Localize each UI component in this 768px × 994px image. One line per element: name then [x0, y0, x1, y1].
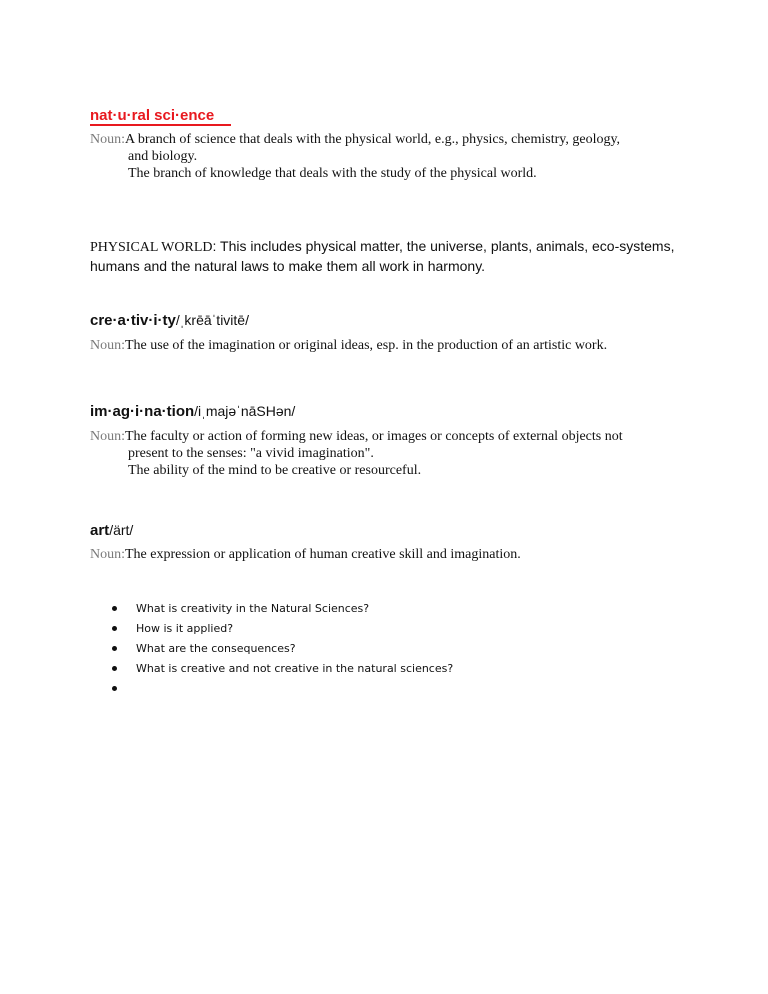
definition-art: [90, 546, 690, 563]
definition-line: [90, 546, 690, 563]
term-word: im·ag·i·na·tion: [90, 403, 195, 420]
question-text: What are the consequences?: [136, 642, 296, 655]
list-item: [112, 679, 453, 699]
paragraph-text: : This includes physical matter, the universe, plants, animals, eco-systems, humans and the natural laws to make them all work in harmony.: [90, 238, 675, 274]
definition-line: [90, 131, 690, 148]
question-text: How is it applied?: [136, 622, 234, 635]
term-imagination: [90, 402, 295, 421]
definition-text: A branch of science that deals with the physical world, e.g., physics, chemistry, geology,: [125, 132, 621, 147]
term-pronunciation: /ˌkrēāˈtivitē/: [175, 312, 249, 328]
definition-imagination: [90, 428, 690, 479]
part-of-speech: Noun:: [90, 547, 125, 562]
definition-line: and biology.: [128, 149, 198, 164]
question-list: [112, 599, 453, 699]
term-pronunciation: /iˌmajəˈnāSHən/: [194, 403, 296, 419]
part-of-speech: Noun:: [90, 338, 125, 353]
definition-line: present to the senses: "a vivid imagination".: [128, 446, 374, 461]
definition-creativity: [90, 337, 690, 354]
term-word: cre·a·tiv·i·ty: [90, 312, 176, 329]
term-underline: [90, 124, 231, 126]
list-item: [112, 599, 453, 619]
definition-text: The use of the imagination or original ideas, esp. in the production of an artistic work.: [125, 338, 608, 353]
definition-line: The ability of the mind to be creative or resourceful.: [128, 463, 422, 478]
question-text: What is creativity in the Natural Sciences?: [136, 602, 370, 615]
bullet-icon: [112, 666, 117, 671]
definition-natural-science: [90, 131, 690, 182]
list-item: [112, 659, 453, 679]
part-of-speech: Noun:: [90, 132, 125, 147]
question-text: What is creative and not creative in the natural sciences?: [136, 662, 454, 675]
term-pronunciation: /ärt/: [109, 522, 134, 538]
bullet-icon: [112, 626, 117, 631]
definition-text: The faculty or action of forming new ideas, or images or concepts of external objects not: [125, 429, 623, 444]
definition-line: [90, 337, 690, 354]
definition-line: [90, 428, 690, 445]
paragraph-lead: PHYSICAL WORLD: [90, 240, 213, 255]
definition-text: The expression or application of human creative skill and imagination.: [125, 547, 521, 562]
bullet-icon: [112, 606, 117, 611]
list-item: [112, 639, 453, 659]
term-natural-science: [90, 107, 214, 125]
bullet-icon: [112, 646, 117, 651]
term-word: nat·u·ral sci·ence: [90, 107, 215, 124]
part-of-speech: Noun:: [90, 429, 125, 444]
physical-world-paragraph: [90, 237, 700, 275]
list-item: [112, 619, 453, 639]
bullet-icon: [112, 686, 117, 691]
term-word: art: [90, 522, 110, 539]
term-creativity: [90, 311, 249, 330]
term-art: [90, 521, 133, 540]
definition-line: The branch of knowledge that deals with the study of the physical world.: [128, 166, 537, 181]
